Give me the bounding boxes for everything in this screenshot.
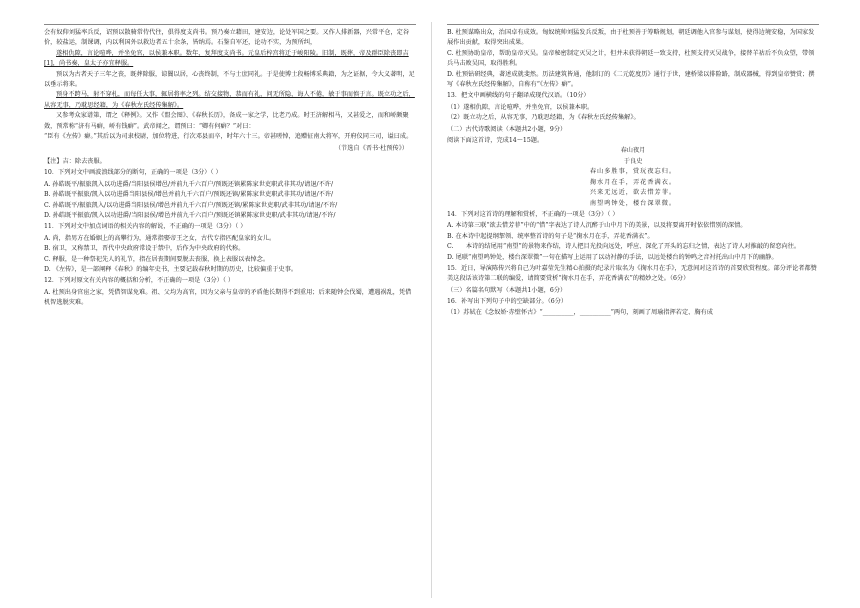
passage-source: （节选自《晋书·杜预传》） [334,145,408,153]
q13-item-2: （2）既立功之后，从容无事，乃耽思经籍，为《春秋左氏经传集解》。 [447,114,640,122]
passage-para-2: 遂相仇隙，言论喧哗，并坐免官，以侯兼本职。数年，复拜度支尚书。元皇后梓宫将迁于峻阳陵。旧制，既葬，帝及群臣除丧即吉[1]，尚书奏，皇太子亦宜释服。 [44,49,409,68]
poem-line: 南望鸣钟处，楼台深翠微。 [589,199,677,207]
poem-title: 春山夜月 [620,147,646,155]
section-3-heading: （三）名篇名句默写（本题共1小题，6分） [447,286,567,294]
question-10: 10．下列对文中画波浪线部分的断句，正确的一项是（3分）（ ） [44,169,222,177]
question-16: 16．补写出下列句子中的空缺部分。（6分） [447,298,568,306]
question-14: 14．下列对这首诗的理解和赏析，不正确的一项是（3分）（ ） [447,210,619,218]
passage-note: 【注】吉：除去丧服。 [44,157,106,165]
q14-option-b: B. 在本诗中起提纲挈领、统率整首诗的句子是“掬水月在手，弄花香满衣”。 [447,232,654,240]
section-2-intro: 阅读下面这首诗，完成14～15题。 [447,137,544,145]
poem-author: 于良史 [623,157,643,165]
q11-option-b: B. 宿卫，又称禁卫，晋代中央政府常设于禁中，后作为中央政府的代称。 [44,245,245,253]
q11-option-c: C. 释服，是一种祭祀先人的礼节，指在居丧期间要脱去丧服，换上表服以表悼念。 [44,255,270,263]
q13-item-1: （1）遂相仇隙，言论喧哗，并坐免官，以侯兼本职。 [447,103,594,111]
q12-option-c: C. 杜预协助皇帝，帮助皇帝灭吴。皇帝秘密制定灭吴之计，但并未获得朝廷一致支持，杜预支持灭吴战争，接替羊祜后不负众望，带领兵马击败吴国，取得胜利。 [447,49,815,68]
q11-option-a: A. 尚，指男方在婚姻上的高攀行为，通常指娶帝王之女，古代专指匹配皇家的女儿。 [44,234,276,242]
q14-option-c: C. 本诗的结尾用“南望”的景物来作结，诗人把目光投向远处，呼应、深化了开头的忘归之情，表达了诗人对推敲的留恋向往。 [447,243,801,251]
q12-option-b: B. 杜预谋略出众，治国卓有成效。匈奴统帅刘猛发兵反叛，由于杜预善于筹略规划，朝廷调他入官参与谋划，使得边境安稳，为国家发展作出贡献，取得突出成果。 [447,29,815,47]
poem-line: 春山多胜事，赏玩夜忘归。 [589,168,677,176]
q16-item-1: （1）苏轼在《念奴娇·赤壁怀古》“__________，__________”两句，刻画了周瑜指挥若定、胸有成 [447,308,713,316]
column-divider [431,22,432,598]
passage-para-4: 预身不跨马，射不穿札，而每任大事，辄居将率之列。结交接物，恭而有礼，问无所隐，诲人不倦，敏于事而慎于言。既立功之后，从容无事，乃耽思经籍，为《春秋左氏经传集解》。 [44,91,415,109]
header-rule-left [44,24,416,25]
q14-option-a: A. 本诗第三联“欲去惜芳菲”中的“惜”字表达了诗人沉醉于山中月下的美景，以及将要离开时依依惜别的深情。 [447,222,747,230]
passage-para-3: 预以为古者天子三年之丧，既葬除服，谅闇以居，心丧终制，不与士庶同礼。于是使博士段畅博采典籍，为之证据，令大义著明，足以垂示将来。 [44,70,415,89]
poem-line: 掬水月在手，弄花香满衣。 [589,178,677,186]
question-13: 13．把文中画横线的句子翻译成现代汉语。（10分） [447,92,590,100]
q11-option-d: D. 《左传》，是一部阐释《春秋》的编年史书，主要记载春秋时期的历史，比较偏重于史事。 [44,265,298,273]
right-column [447,28,819,318]
header-rule-right [447,24,819,25]
q12-option-d: D. 杜预钻研经典，著述成就斐然。历法建筑皆通，他制订的《二元乾度历》通行于世，建桥梁以排险路，制成器械，得到皇帝赞赏；撰写《春秋左氏经传集解》，自称有“《左传》癖”。 [447,70,815,89]
passage-para-5: 又参考众家谱第，谓之《释例》。又作《盟会图》、《春秋长历》，备成一家之学，比老乃成。时王济解相马，又甚爱之，而和峤颇聚敛，预常称“济有马癖，峤有钱癖”。武帝闻之，谓预曰：“卿有何癖？”对曰： [44,112,409,130]
poem-line: 兴来无远近，欲去惜芳菲。 [589,189,677,197]
q10-option-b: B. 孙皓既平振旅/凯入以功进爵当阳县侯/增邑并前九千六百户/预既还镇/累陈家世吏职武非其功/请退/不许/ [44,191,334,199]
q10-option-d: D. 孙皓既平振旅/凯入以功进爵/当阳县侯/增邑并前九千六百户/预既还镇累陈家世吏职/武非其功/请退/不许/ [44,211,336,219]
q12-option-a: A. 杜预出身官宦之家，凭借智谋免难。祖、父均为高官，因为父亲与皇帝的矛盾他长期得不到重用；后来随钟会伐蜀，遭遇祸乱，凭借机智逃脱灾难。 [44,288,412,307]
q14-option-d: D. 尾联“南望鸣钟处，楼台深翠微”一句在描写上运用了以动衬静的手法，以远处楼台的钟鸣之音衬托出山中月下的幽静。 [447,253,778,261]
section-2-heading: （二）古代诗歌阅读（本题共2小题，9分） [447,125,567,133]
question-11: 11．下列对文中加点词语的相关内容的解说，不正确的一项是（3分）（ ） [44,223,247,231]
q10-option-a: A. 孙皓既平/振旅凯入以功进爵/当阳县侯增邑/并前九千六百户/预既还镇累陈家世吏职武非其功/请退/不许/ [44,180,334,188]
q10-option-c: C. 孙皓既平/振旅凯入/以功进爵当阳县侯/增邑并前九千六百户/预既还镇/累陈家世吏职/武非其功/请退/不许/ [44,201,338,209]
passage-para-1: 会有奴仰刘猛率兵反，诏预以散骑常侍代往，俱得度支尚书。预乃奏立藉田，建安边，论处军国之要。又作人排新器，兴常平仓，定谷价，较盐运，制课调，内以利国外以救边者五十余条，皆纳焉。石鉴自军还，论功不实，为预所纠， [44,29,410,47]
question-12: 12．下列对原文有关内容的概括和分析，不正确的一项是（3分）（ ） [44,277,235,285]
left-column [44,28,416,309]
passage-para-6: “臣有《左传》癖。”其后以为司隶校尉，加位特进，行次邓县而卒，时年六十三。帝甚嗟悼，追赠征南大将军，开府仪同三司，谥曰成。 [44,133,413,141]
question-15: 15．近日，导演陈传兴将自己为叶嘉莹先生精心拍摄的纪录片取名为《掬水月在手》，无意间对这首诗的首要欣赏程度。部分评论者都赞美这段话该诗第二联的编爱，请简要赏析“掬水月在手，弄花香满衣”的精妙之处。（6分） [447,264,817,283]
